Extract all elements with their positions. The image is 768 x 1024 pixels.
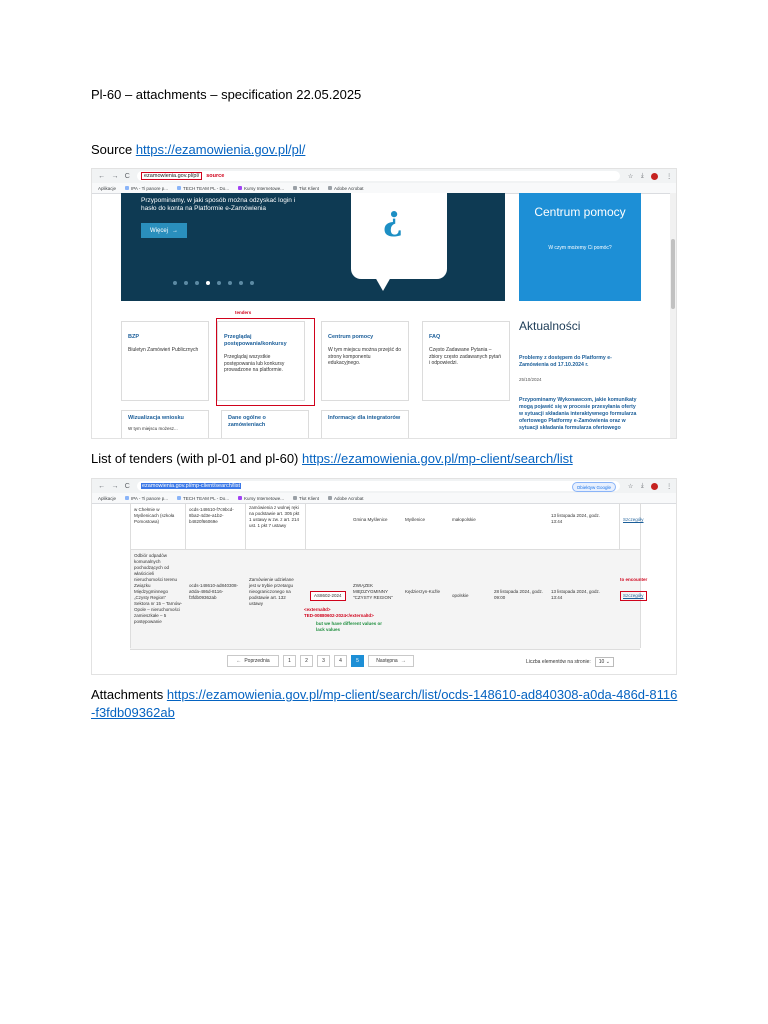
table-cell: Myślenice	[405, 517, 426, 522]
hero-banner	[121, 193, 505, 301]
table-cell: 13 listopada 2024, godz. 13:44	[551, 589, 601, 600]
page-button[interactable]: 1	[283, 655, 296, 667]
card-title: BZP	[128, 334, 139, 340]
news-heading: Aktualności	[519, 319, 581, 333]
star-icon[interactable]: ☆	[627, 483, 634, 490]
bookmark-label: IPA - Ti panore p...	[131, 185, 168, 191]
browser-actions	[624, 483, 676, 490]
scrollbar-thumb[interactable]	[671, 239, 675, 309]
table-divider	[640, 503, 641, 648]
google-lens-label: Obiektyw Google	[576, 484, 611, 490]
carousel-dot-active[interactable]	[206, 281, 210, 285]
carousel-dots	[173, 281, 254, 285]
external-id-note: but we have different values or lack values	[316, 621, 383, 632]
news-item[interactable]: Przypominamy Wykonawcom, jakie komunikaty mogą pojawić się w procesie przesyłania oferty w sytuacji składania interaktywnego formularza ofertowego Platformy e-Zamówienia oraz w sytuacji składania formularza ofertowego	[519, 397, 637, 431]
address-bar[interactable]	[137, 481, 620, 491]
more-button-label: Więcej	[149, 227, 168, 234]
page-button[interactable]: 3	[317, 655, 330, 667]
arrow-right-icon: →	[400, 658, 406, 664]
forward-icon[interactable]: →	[111, 482, 119, 490]
table-cell: Odbiór odpadów komunalnych pochodzących od właścicieli nieruchomości terenu Związku Międzygminnego „Czysty Region” Sektora nr 15 – Tarnów-Opole – nieruchomości zamieszkałe – 5 postępowanie	[134, 553, 182, 624]
more-button[interactable]	[141, 223, 187, 238]
bookmark-item[interactable]	[293, 496, 319, 501]
bookmark-label: Kursy Internetowe...	[243, 495, 284, 501]
prev-page-button[interactable]	[227, 655, 279, 667]
scrollbar[interactable]	[670, 193, 676, 439]
table-cell: w Chełmie w Myślenicach (szkoła Pomostowa)	[134, 507, 175, 524]
next-page-button[interactable]	[368, 655, 414, 667]
page-button[interactable]: 2	[300, 655, 313, 667]
bookmark-label: TECH TEAM PL - Do...	[182, 495, 229, 501]
page-size-label: Liczba elementów na stronie:	[526, 659, 591, 665]
external-id-note: TED-00880602-2024</externalId>	[304, 613, 374, 618]
card-text: Biuletyn Zamówień Publicznych	[128, 347, 199, 353]
browser-toolbar	[92, 169, 676, 183]
carousel-dot[interactable]	[217, 281, 221, 285]
table-cell: 28 listopada 2024, godz. 09:00	[494, 589, 544, 600]
table-cell: opolskie	[452, 593, 469, 598]
table-divider	[130, 549, 131, 648]
carousel-dot[interactable]	[195, 281, 199, 285]
tenders-annotation: tenders	[235, 310, 252, 315]
card-bzp[interactable]	[121, 321, 209, 401]
table-cell: ZWIĄZEK MIĘDZYGMINNY "CZYSTY REGION"	[353, 583, 393, 600]
page-button[interactable]: 4	[334, 655, 347, 667]
star-icon[interactable]: ☆	[627, 173, 634, 180]
card-text: W tym miejscu można przejść do strony komponentu edukacyjnego.	[328, 347, 402, 366]
pagination	[227, 655, 414, 667]
bookmark-icon	[177, 186, 181, 190]
table-cell: Zamówienie udzielane jest w trybie przetargu nieograniczonego na podstawie art. 132 ustawy	[249, 577, 294, 606]
address-text: ezamowienia.gov.pl/mp-client/search/list	[142, 483, 241, 489]
address-text: ezamowienia.gov.pl/pl/	[141, 172, 202, 180]
hero-text: Przypominamy, w jaki sposób można odzyskać login i hasło do konta na Platformie e-Zamówienia	[141, 197, 296, 212]
card-text: W tym miejscu możesz...	[128, 426, 178, 431]
bookmark-icon	[238, 496, 242, 500]
source-line	[91, 141, 305, 158]
browser-nav	[92, 483, 133, 490]
card-title: Dane ogólne o zamówieniach	[228, 415, 266, 428]
table-cell: zamówienia z wolnej ręki na podstawie art. 305 pkt 1 ustawy w zw. z art. 214 ust. 1 pkt 7 ustawy	[249, 505, 300, 528]
card-title: FAQ	[429, 334, 441, 340]
bookmark-icon	[125, 186, 129, 190]
source-label: Source	[91, 142, 136, 157]
arrow-right-icon: →	[172, 227, 178, 234]
details-link[interactable]: Szczegóły	[620, 591, 647, 601]
page-size-value: 10	[598, 659, 605, 665]
bookmark-label: TECH TEAM PL - Do...	[182, 185, 229, 191]
table-cell: Gmina Myślenice	[353, 517, 388, 522]
screenshot-tender-list	[91, 478, 677, 675]
page-button-current[interactable]: 5	[351, 655, 364, 667]
list-line	[91, 450, 573, 467]
browser-actions	[624, 173, 676, 180]
menu-icon[interactable]: ⋮	[666, 483, 673, 490]
carousel-dot[interactable]	[228, 281, 232, 285]
card-text: Przeglądaj wszystkie postępowania lub konkursy prowadzone na platformie.	[224, 354, 285, 373]
menu-icon[interactable]: ⋮	[666, 173, 673, 180]
source-link[interactable]: https://ezamowienia.gov.pl/pl/	[135, 142, 306, 157]
google-lens-button[interactable]	[572, 482, 616, 492]
bookmark-label: Kursy Internetowe...	[243, 185, 284, 191]
carousel-dot[interactable]	[173, 281, 177, 285]
prev-page-label: Poprzednia	[244, 658, 270, 664]
forward-icon[interactable]: →	[111, 172, 119, 180]
bookmark-icon	[238, 186, 242, 190]
external-id-note: <externalId>	[304, 607, 331, 612]
card-title: Informacje dla integratorów	[328, 415, 401, 421]
chevron-down-icon: ⌄	[605, 659, 610, 665]
bookmark-icon	[293, 496, 297, 500]
card-text: Często Zadawane Pytania – zbiory często zadawanych pytań i odpowiedzi.	[429, 347, 501, 366]
bookmark-icon	[177, 496, 181, 500]
news-item[interactable]: Problemy z dostępem do Platformy e-Zamówienia od 17.10.2024 r.	[519, 355, 612, 368]
reload-icon[interactable]: C	[124, 172, 130, 180]
bookmark-item[interactable]	[238, 186, 284, 191]
reload-icon[interactable]: C	[124, 482, 130, 490]
page-size-select[interactable]	[595, 657, 614, 667]
card-faq[interactable]	[422, 321, 510, 401]
question-mark-icon: ¿	[383, 199, 403, 239]
list-link[interactable]: https://ezamowienia.gov.pl/mp-client/search/list	[302, 451, 573, 466]
bookmark-item[interactable]	[238, 496, 284, 501]
news-date: 25/10/2024	[519, 377, 542, 382]
bookmark-item[interactable]	[177, 496, 229, 501]
document-title: Pl-60 – attachments – specification 22.05.2025	[91, 87, 362, 102]
back-icon[interactable]: ←	[98, 482, 106, 490]
card-title: Przeglądaj postępowania/konkursy	[224, 334, 287, 347]
bookmark-icon	[125, 496, 129, 500]
source-annotation: source	[206, 173, 225, 179]
screenshot-homepage	[91, 168, 677, 439]
table-cell: Kędzierzyn-Koźle	[405, 589, 441, 594]
bookmark-icon	[328, 496, 332, 500]
bookmark-label: Tłot Klient	[299, 185, 320, 191]
card-integrators[interactable]	[321, 410, 409, 439]
avatar[interactable]	[651, 483, 658, 490]
table-cell: 13 listopada 2024, godz. 13:44	[551, 513, 601, 524]
bookmark-apps[interactable]	[98, 186, 116, 191]
bookmark-item[interactable]	[328, 496, 364, 501]
bookmark-apps[interactable]	[98, 496, 116, 501]
to-encounter-note: to encounter	[620, 577, 648, 582]
download-icon[interactable]: ⤓	[640, 482, 644, 489]
carousel-dot[interactable]	[239, 281, 243, 285]
card-title: Wizualizacja wniosku	[128, 415, 184, 421]
bookmark-item[interactable]	[293, 186, 319, 191]
card-help-center[interactable]	[321, 321, 409, 401]
bookmark-label: Adobe Acrobat	[334, 495, 364, 501]
card-general-data[interactable]	[221, 410, 309, 439]
bookmarks-bar	[92, 493, 676, 504]
bookmark-icon	[293, 186, 297, 190]
bookmark-label: IPA - Ti panore p...	[131, 495, 168, 501]
next-page-label: Następna	[376, 658, 398, 664]
browser-toolbar	[92, 479, 676, 493]
back-icon[interactable]: ←	[98, 172, 106, 180]
download-icon[interactable]: ⤓	[640, 172, 644, 179]
carousel-dot[interactable]	[184, 281, 188, 285]
attachments-link[interactable]: https://ezamowienia.gov.pl/mp-client/search/list/ocds-148610-ad840308-a0da-486d-8116-f3fdb09362ab	[91, 687, 678, 720]
bookmark-icon	[328, 186, 332, 190]
bookmark-label: Aplikacje	[98, 185, 117, 191]
bookmark-item[interactable]	[125, 496, 168, 501]
bookmark-label: Adobe Acrobat	[334, 185, 364, 191]
table-cell: małopolskie	[452, 517, 476, 522]
bookmark-label: Aplikacje	[98, 495, 117, 501]
arrow-left-icon: ←	[236, 658, 242, 664]
carousel-dot[interactable]	[250, 281, 254, 285]
help-center-title: Centrum pomocy	[534, 205, 626, 219]
bookmark-label: Tłot Klient	[299, 495, 320, 501]
card-title: Centrum pomocy	[328, 334, 374, 340]
avatar[interactable]	[651, 173, 658, 180]
table-cell: ocds-148610-f7c9bcd-8ba2-4d3e-a1b2-b4820f66069e	[189, 507, 234, 524]
help-center-tile[interactable]	[519, 193, 641, 301]
bookmark-item[interactable]	[125, 186, 168, 191]
address-bar[interactable]	[137, 171, 620, 181]
card-visualization[interactable]	[121, 410, 209, 439]
details-link[interactable]: Szczegóły	[623, 517, 644, 522]
bookmark-item[interactable]	[328, 186, 364, 191]
attachments-line	[91, 686, 681, 722]
help-bubble-tail	[375, 277, 391, 291]
external-id-box: AS8602-2024	[310, 591, 346, 601]
browser-nav	[92, 173, 133, 180]
highlight-box	[216, 318, 315, 406]
list-label: List of tenders (with pl-01 and pl-60)	[91, 451, 302, 466]
table-cell: ocds-148610-ad840308-a0da-486d-8116-f3fdb09362ab	[189, 583, 239, 600]
bookmark-item[interactable]	[177, 186, 229, 191]
page-size-control	[526, 657, 614, 667]
help-center-subtitle: W czym możemy Ci pomóc?	[548, 245, 612, 251]
attachments-label: Attachments	[91, 687, 167, 702]
